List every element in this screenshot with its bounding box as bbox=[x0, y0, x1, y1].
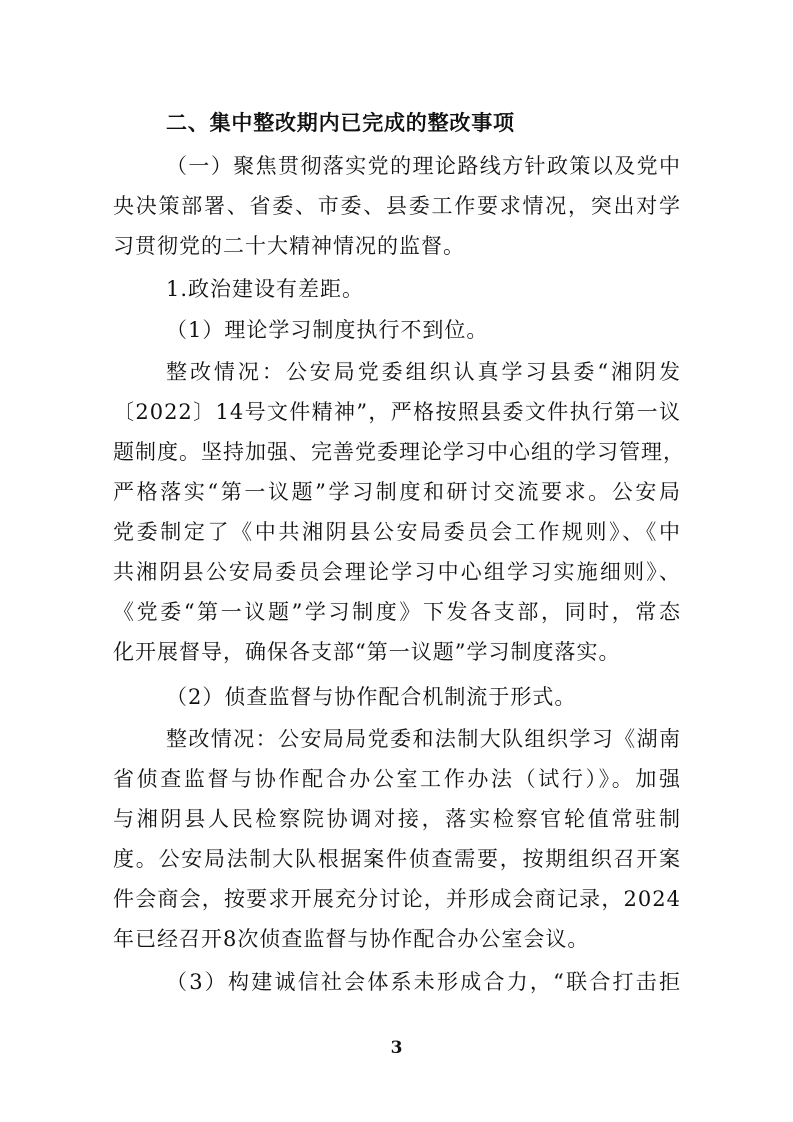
paragraph-line: 件会商会，按要求开展充分讨论，并形成会商记录，2024 bbox=[113, 887, 681, 911]
paragraph-line: 习贯彻党的二十大精神情况的监督。 bbox=[113, 234, 465, 258]
paragraph-line: 题制度。坚持加强、完善党委理论学习中心组的学习管理， bbox=[113, 440, 685, 464]
paragraph-line: 省侦查监督与协作配合办公室工作办法（试行）》。加强 bbox=[113, 767, 681, 791]
paragraph-line: 整改情况：公安局党委组织认真学习县委“湘阴发 bbox=[166, 360, 681, 384]
paragraph-line: 化开展督导，确保各支部“第一议题”学习制度落实。 bbox=[113, 640, 621, 664]
paragraph-line: 整改情况：公安局局党委和法制大队组织学习《湖南 bbox=[166, 727, 681, 751]
section-heading: 二、集中整改期内已完成的整改事项 bbox=[166, 111, 515, 135]
paragraph-line: 1.政治建设有差距。 bbox=[166, 277, 365, 301]
paragraph-line: （3）构建诚信社会体系未形成合力，“联合打击拒 bbox=[166, 970, 681, 994]
paragraph-line: 央决策部署、省委、市委、县委工作要求情况，突出对学 bbox=[113, 194, 681, 218]
paragraph-line: 〔2022〕14号文件精神”，严格按照县委文件执行第一议 bbox=[113, 400, 681, 424]
paragraph-line: 《党委“第一议题”学习制度》下发各支部，同时，常态 bbox=[113, 600, 681, 624]
paragraph-line: 党委制定了《中共湘阴县公安局委员会工作规则》、《中 bbox=[113, 520, 681, 544]
paragraph-line: 严格落实“第一议题”学习制度和研讨交流要求。公安局 bbox=[113, 480, 681, 504]
paragraph-line: 度。公安局法制大队根据案件侦查需要，按期组织召开案 bbox=[113, 847, 681, 871]
paragraph-line: 年已经召开8次侦查监督与协作配合办公室会议。 bbox=[113, 927, 590, 951]
paragraph-line: 共湘阴县公安局委员会理论学习中心组学习实施细则》、 bbox=[113, 560, 681, 584]
page-number: 3 bbox=[390, 1038, 403, 1058]
paragraph-line: （2）侦查监督与协作配合机制流于形式。 bbox=[166, 685, 577, 709]
paragraph-line: （1）理论学习制度执行不到位。 bbox=[166, 318, 489, 342]
paragraph-line: （一）聚焦贯彻落实党的理论路线方针政策以及党中 bbox=[166, 154, 681, 178]
paragraph-line: 与湘阴县人民检察院协调对接，落实检察官轮值常驻制 bbox=[113, 807, 681, 831]
